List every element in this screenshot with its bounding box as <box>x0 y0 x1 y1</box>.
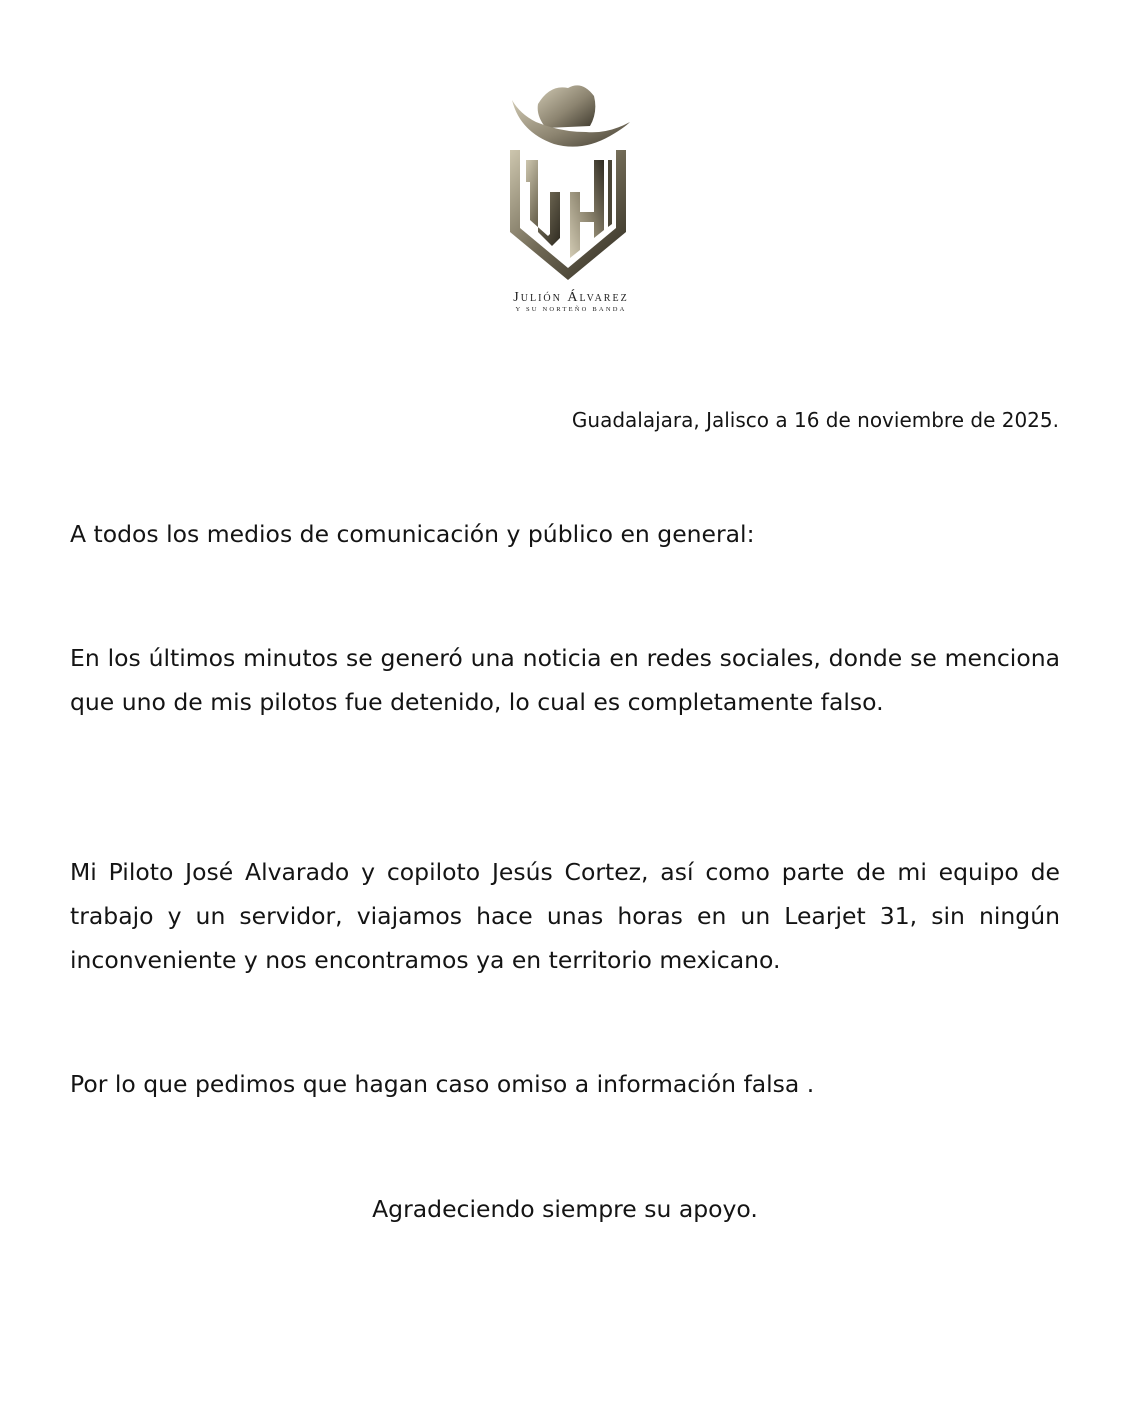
paragraph-1: En los últimos minutos se generó una noticia en redes sociales, donde se menciona que uno de mis pilotos fue detenido, lo cual es completamente falso. <box>70 644 1060 716</box>
place-date: Guadalajara, Jalisco a 16 de noviembre de 2025. <box>571 408 1059 432</box>
paragraph-3: Por lo que pedimos que hagan caso omiso a información falsa . <box>70 1070 815 1098</box>
closing-line: Agradeciendo siempre su apoyo. <box>372 1195 758 1223</box>
paragraph-2: Mi Piloto José Alvarado y copiloto Jesús Cortez, así como parte de mi equipo de trabajo y un servidor, viajamos hace unas horas en un Learjet 31, sin ningún inconveniente y nos encontramos ya en territorio mexicano. <box>70 858 1060 974</box>
greeting: A todos los medios de comunicación y público en general: <box>70 520 755 548</box>
brand-name: Julión Álvarez <box>513 290 629 305</box>
brand-logo <box>490 82 650 322</box>
hat-shield-logo-icon <box>490 82 650 292</box>
brand-subtitle: Y SU NORTEÑO BANDA <box>515 306 627 313</box>
